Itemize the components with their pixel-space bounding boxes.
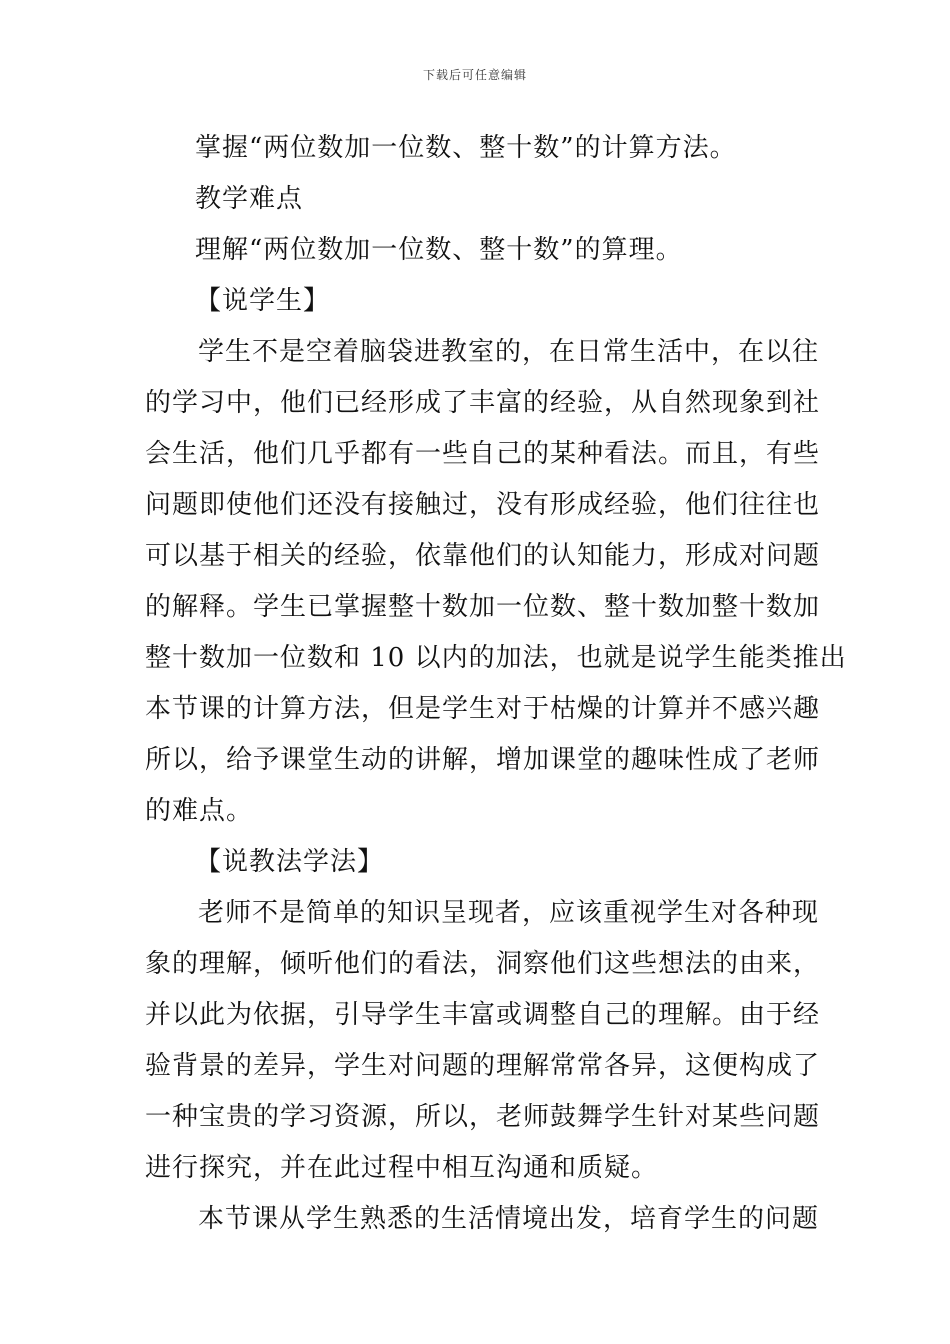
- section-heading: 【说教法学法】: [195, 847, 385, 877]
- text-line: 掌握“两位数加一位数、整十数”的计算方法。: [195, 133, 737, 163]
- paragraph-line: 象的理解，倾听他们的看法，洞察他们这些想法的由来，: [145, 949, 821, 979]
- paragraph-line: 学生不是空着脑袋进教室的，在日常生活中，在以往: [198, 337, 820, 367]
- paragraph-line: 问题即使他们还没有接触过，没有形成经验，他们往往也: [145, 490, 821, 520]
- paragraph-line: 并以此为依据，引导学生丰富或调整自己的理解。由于经: [145, 1000, 821, 1030]
- paragraph-line: 的难点。: [145, 796, 254, 826]
- paragraph-line: 的学习中，他们已经形成了丰富的经验，从自然现象到社: [145, 388, 821, 418]
- paragraph-line: 的解释。学生已掌握整十数加一位数、整十数加整十数加: [145, 592, 821, 622]
- text-line: 理解“两位数加一位数、整十数”的算理。: [195, 235, 683, 265]
- section-heading: 教学难点: [195, 184, 304, 214]
- paragraph-line: 会生活，他们几乎都有一些自己的某种看法。而且，有些: [145, 439, 821, 469]
- paragraph-line: 老师不是简单的知识呈现者，应该重视学生对各种现: [198, 898, 820, 928]
- paragraph-line: 可以基于相关的经验，依靠他们的认知能力，形成对问题: [145, 541, 821, 571]
- paragraph-line: 整十数加一位数和 10 以内的加法，也就是说学生能类推出: [145, 643, 847, 673]
- paragraph-line: 本节课从学生熟悉的生活情境出发，培育学生的问题: [198, 1204, 820, 1234]
- page-header: 下载后可任意编辑: [422, 68, 527, 82]
- paragraph-line: 本节课的计算方法，但是学生对于枯燥的计算并不感兴趣: [145, 694, 821, 724]
- paragraph-line: 进行探究，并在此过程中相互沟通和质疑。: [145, 1153, 659, 1183]
- paragraph-line: 一种宝贵的学习资源，所以，老师鼓舞学生针对某些问题: [145, 1102, 821, 1132]
- paragraph-line: 所以，给予课堂生动的讲解，增加课堂的趣味性成了老师: [145, 745, 821, 775]
- paragraph-line: 验背景的差异，学生对问题的理解常常各异，这便构成了: [145, 1051, 821, 1081]
- section-heading: 【说学生】: [195, 286, 331, 316]
